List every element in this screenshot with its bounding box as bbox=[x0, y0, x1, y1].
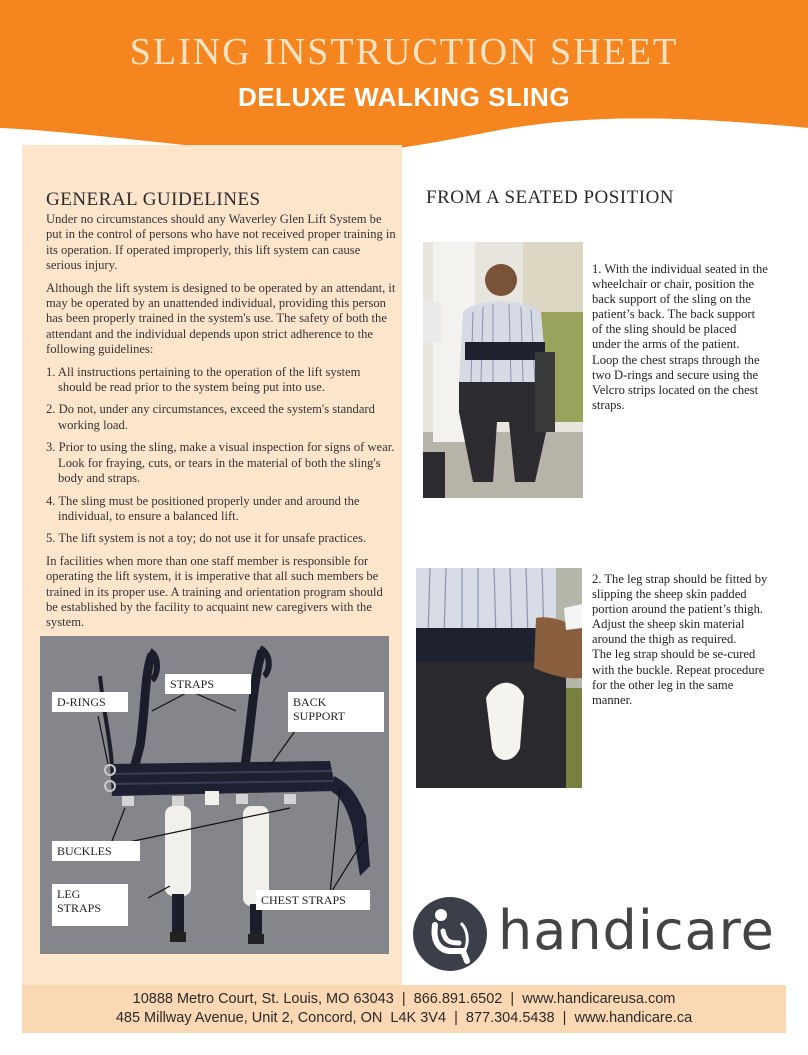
step2-instructions: 2. The leg strap should be fitted by slipping the sheep skin padded portion around the patient’s thigh. Adjust the sheep skin material around the thigh as required. The leg strap should be se-cured with the buckle. Repeat procedure for the other leg in the same manner. bbox=[592, 572, 768, 707]
general-guidelines-body bbox=[46, 212, 396, 638]
label-leg-straps: LEG STRAPS bbox=[52, 884, 128, 926]
sheet-title: SLING INSTRUCTION SHEET bbox=[129, 31, 679, 73]
guidelines-intro: Under no circumstances should any Waverley Glen Lift System be put in the control of persons who have not received proper training in its operation. If operated improperly, this lift system can cause serious injury. bbox=[46, 212, 396, 273]
guideline-item: 3. Prior to using the sling, make a visual inspection for signs of wear. Look for fraying, cuts, or tears in the material of both the sling's body and straps. bbox=[46, 440, 395, 486]
seated-patient-photo bbox=[423, 242, 583, 498]
label-buckles: BUCKLES bbox=[52, 841, 140, 861]
leg-strap-illustration bbox=[416, 568, 582, 788]
general-guidelines-heading: GENERAL GUIDELINES bbox=[46, 189, 261, 210]
guidelines-para2: Although the lift system is designed to be operated by an attendant, it may be operated by an unattended individual, providing this person has been properly trained in the system's use. The safety of both the attendant and the individual depends upon strict adherence to the following guidelines: bbox=[46, 280, 396, 357]
guideline-item: 1. All instructions pertaining to the operation of the lift system should be read prior to the system being put into use. bbox=[46, 364, 361, 395]
guideline-item: 5. The lift system is not a toy; do not use it for unsafe practices. bbox=[46, 531, 367, 546]
general-guidelines-panel bbox=[22, 145, 402, 985]
handicare-logo bbox=[411, 895, 781, 975]
guidelines-list bbox=[46, 365, 396, 547]
guideline-item: 2. Do not, under any circumstances, exceed the system's standard working load. bbox=[46, 402, 375, 432]
label-chest-straps: CHEST STRAPS bbox=[256, 890, 370, 910]
label-back-support: BACK SUPPORT bbox=[288, 692, 384, 732]
seated-position-heading: FROM A SEATED POSITION bbox=[426, 187, 675, 208]
product-name: DELUXE WALKING SLING bbox=[237, 81, 571, 112]
logo-wordmark: handicare bbox=[498, 899, 775, 962]
seated-patient-illustration bbox=[423, 242, 583, 498]
footer-ca-address: 485 Millway Avenue, Unit 2, Concord, ON L4K 3V4 | 877.304.5438 | www.handicare.ca bbox=[115, 1010, 693, 1026]
leg-strap-photo bbox=[416, 568, 582, 788]
sling-diagram-photo bbox=[40, 636, 389, 954]
contact-footer bbox=[22, 985, 786, 1033]
guidelines-closing: In facilities when more than one staff member is responsible for operating the lift system, it is imperative that all such members be trained in its proper use. A training and orientation program should be established by the facility to acquaint new caregivers with the system. bbox=[46, 553, 383, 630]
label-d-rings: D-RINGS bbox=[52, 692, 128, 712]
guideline-item: 4. The sling must be positioned properly under and around the individual, to ensure a balanced lift. bbox=[46, 493, 360, 523]
step1-instructions: 1. With the individual seated in the wheelchair or chair, position the back support of the sling on the patient’s back. The back support of the sling should be placed under the arms of the patient. Loop the chest straps through the two D-rings and secure using the Velcro strips located on the chest straps. bbox=[592, 262, 768, 412]
seated-person-icon bbox=[411, 895, 489, 973]
label-straps: STRAPS bbox=[165, 674, 251, 694]
footer-us-address: 10888 Metro Court, St. Louis, MO 63043 | 866.891.6502 | www.handicareusa.com bbox=[132, 991, 676, 1007]
subtitle-band bbox=[22, 76, 786, 118]
